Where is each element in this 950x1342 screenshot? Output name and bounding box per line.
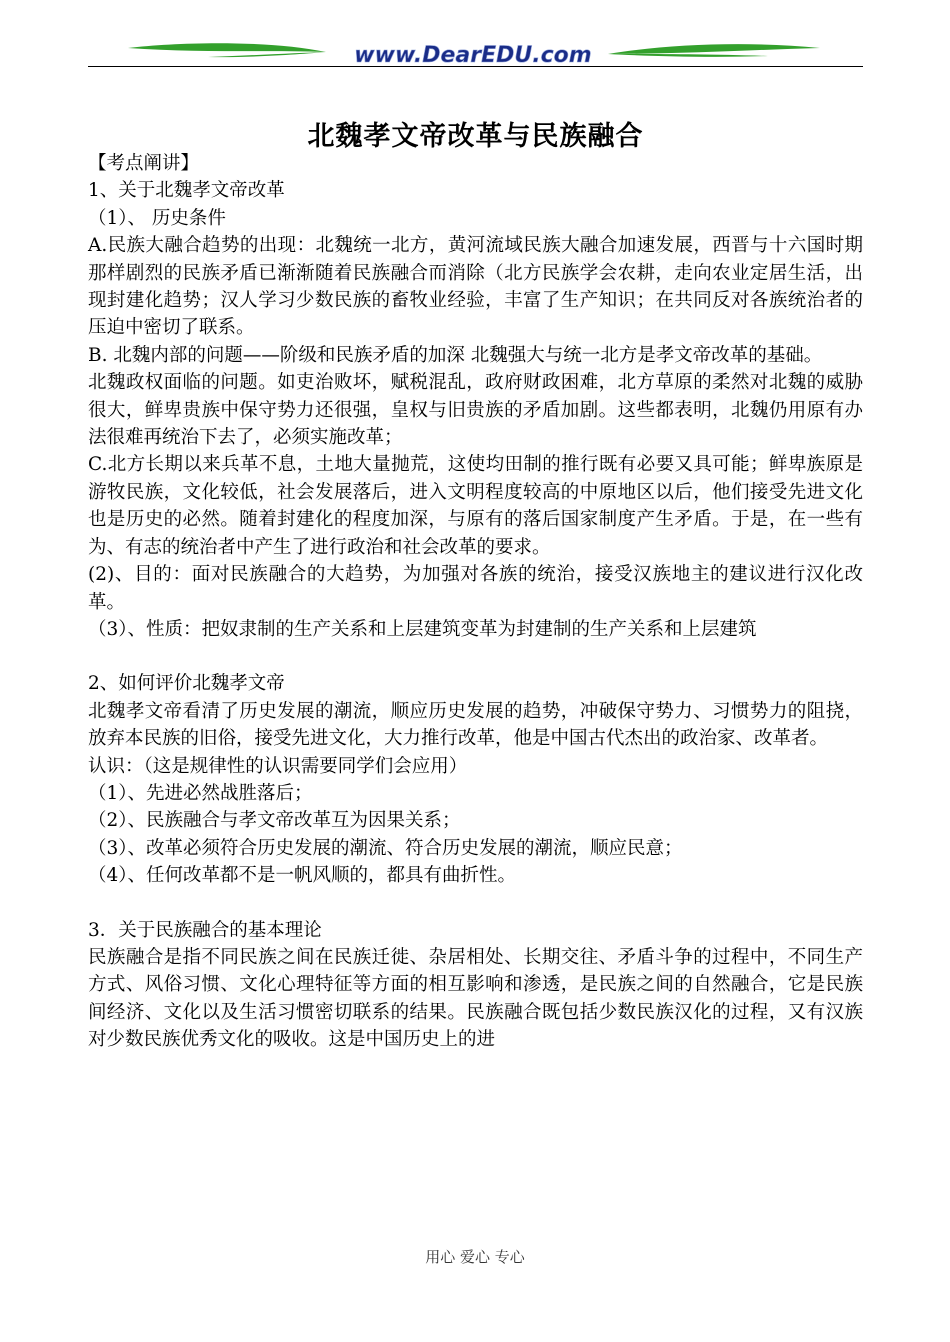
right-leaf-swoosh	[608, 44, 820, 54]
document-body	[88, 150, 863, 1054]
list-item: （1）、先进必然战胜落后；	[88, 782, 313, 804]
list-item: （4）、任何改革都不是一帆风顺的，都具有曲折性。	[88, 865, 517, 887]
blank-line	[88, 890, 863, 917]
list-item: （3）、改革必须符合历史发展的潮流、符合历史发展的潮流，顺应民意；	[88, 837, 683, 859]
header-logo-banner	[88, 36, 863, 70]
section-heading: 1、关于北魏孝文帝改革	[88, 180, 285, 202]
subsection-heading: （1）、 历史条件	[88, 207, 226, 229]
section-heading: 2、如何评价北魏孝文帝	[88, 673, 285, 695]
list-item: （2）、民族融合与孝文帝改革互为因果关系；	[88, 810, 461, 832]
paragraph: C.北方长期以来兵革不息，土地大量抛荒，这使均田制的推行既有必要又具可能；鲜卑族原是游牧民族，文化较低，社会发展落后，进入文明程度较高的中原地区以后，他们接受先进文化也是历史的必然。随着封建化的程度加深，与原有的落后国家制度产生矛盾。于是，在一些有为、有志的统治者中产生了进行政治和社会改革的要求。	[88, 454, 863, 558]
paragraph: 北魏政权面临的问题。如吏治败坏，赋税混乱，政府财政困难，北方草原的柔然对北魏的威胁很大，鲜卑贵族中保守势力还很强，皇权与旧贵族的矛盾加剧。这些都表明，北魏仍用原有办法很难再统治下去了，必须实施改革；	[88, 372, 863, 449]
page-footer: 用心 爱心 专心	[425, 1248, 525, 1266]
section-heading: 3．关于民族融合的基本理论	[88, 919, 322, 941]
paragraph: B. 北魏内部的问题——阶级和民族矛盾的加深 北魏强大与统一北方是孝文帝改革的基础。	[88, 344, 823, 366]
header-divider	[88, 66, 863, 67]
left-leaf-swoosh	[128, 43, 326, 52]
paragraph: (2)、目的：面对民族融合的大趋势，为加强对各族的统治，接受汉族地主的建议进行汉化改革。	[88, 564, 863, 613]
paragraph: 民族融合是指不同民族之间在民族迁徙、杂居相处、长期交往、矛盾斗争的过程中，不同生产方式、风俗习惯、文化心理特征等方面的相互影响和渗透，是民族之间的自然融合，它是民族间经济、文化以及生活习惯密切联系的结果。民族融合既包括少数民族汉化的过程，又有汉族对少数民族优秀文化的吸收。这是中国历史上的进	[88, 946, 863, 1051]
paragraph: 认识：（这是规律性的认识需要同学们会应用）	[88, 755, 468, 777]
paragraph: （3）、性质：把奴隶制的生产关系和上层建筑变革为封建制的生产关系和上层建筑	[88, 618, 757, 640]
section-label: 【考点阐讲】	[88, 153, 200, 174]
site-header	[88, 36, 863, 70]
document-title: 北魏孝文帝改革与民族融合	[307, 121, 644, 152]
site-logo-text: www.DearEDU.com	[354, 43, 592, 68]
paragraph: 北魏孝文帝看清了历史发展的潮流，顺应历史发展的趋势，冲破保守势力、习惯势力的阻挠，放弃本民族的旧俗，接受先进文化，大力推行改革，他是中国古代杰出的政治家、改革者。	[88, 700, 863, 750]
paragraph: A.民族大融合趋势的出现：北魏统一北方，黄河流域民族大融合加速发展，西晋与十六国时期那样剧烈的民族矛盾已渐渐随着民族融合而消除（北方民族学会农耕，走向农业定居生活，出现封建化趋势；汉人学习少数民族的畜牧业经验，丰富了生产知识；在共同反对各族统治者的压迫中密切了联系。	[88, 235, 863, 339]
blank-line	[88, 643, 863, 670]
